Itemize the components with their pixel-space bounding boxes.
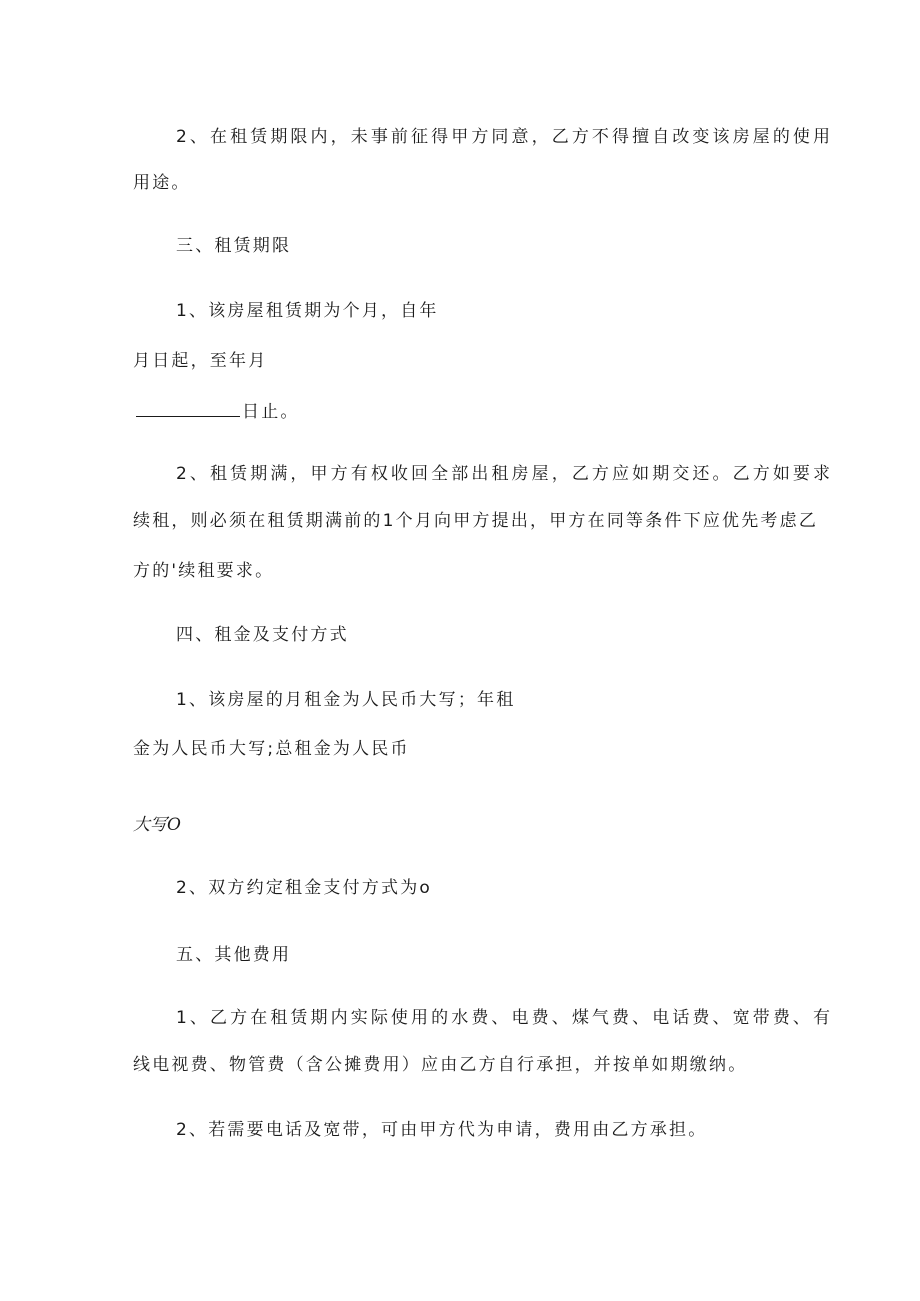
paragraph-phone-broadband: 2、若需要电话及宽带，可由甲方代为申请，费用由乙方承担。 <box>176 1120 708 1140</box>
paragraph-renewal-line-2: 续租，则必须在租赁期满前的1个月向甲方提出，甲方在同等条件下应优先考虑乙 <box>133 511 819 531</box>
paragraph-rent-line-2: 金为人民币大写;总租金为人民币 <box>133 739 410 759</box>
section-heading-other-fees: 五、其他费用 <box>176 945 292 965</box>
section-heading-lease-term: 三、租赁期限 <box>176 236 292 256</box>
paragraph-renewal-line-1: 2、租赁期满，甲方有权收回全部出租房屋，乙方应如期交还。乙方如要求 <box>176 464 834 484</box>
paragraph-term-line-2: 月日起，至年月 <box>133 351 268 371</box>
paragraph-fees-line-1: 1、乙方在租赁期内实际使用的水费、电费、煤气费、电话费、宽带费、有 <box>176 1008 834 1028</box>
paragraph-rent-line-1: 1、该房屋的月租金为人民币大写；年租 <box>176 690 516 710</box>
section-heading-rent-payment: 四、租金及支付方式 <box>176 625 349 645</box>
paragraph-fees-line-2: 线电视费、物管费（含公摊费用）应由乙方自行承担，并按单如期缴纳。 <box>133 1055 748 1075</box>
fill-in-blank <box>136 399 240 417</box>
paragraph-term-line-3-text: 日止。 <box>242 402 300 422</box>
paragraph-rent-line-3: 大写O <box>133 815 181 835</box>
paragraph-usage-line-1: 2、在租赁期限内，未事前征得甲方同意，乙方不得擅自改变该房屋的使用 <box>176 127 834 147</box>
paragraph-term-line-3 <box>136 399 300 423</box>
paragraph-payment-method: 2、双方约定租金支付方式为o <box>176 878 433 898</box>
paragraph-term-line-1: 1、该房屋租赁期为个月，自年 <box>176 301 439 321</box>
paragraph-renewal-line-3: 方的'续租要求。 <box>133 561 275 581</box>
paragraph-usage-line-2: 用途。 <box>133 173 191 193</box>
